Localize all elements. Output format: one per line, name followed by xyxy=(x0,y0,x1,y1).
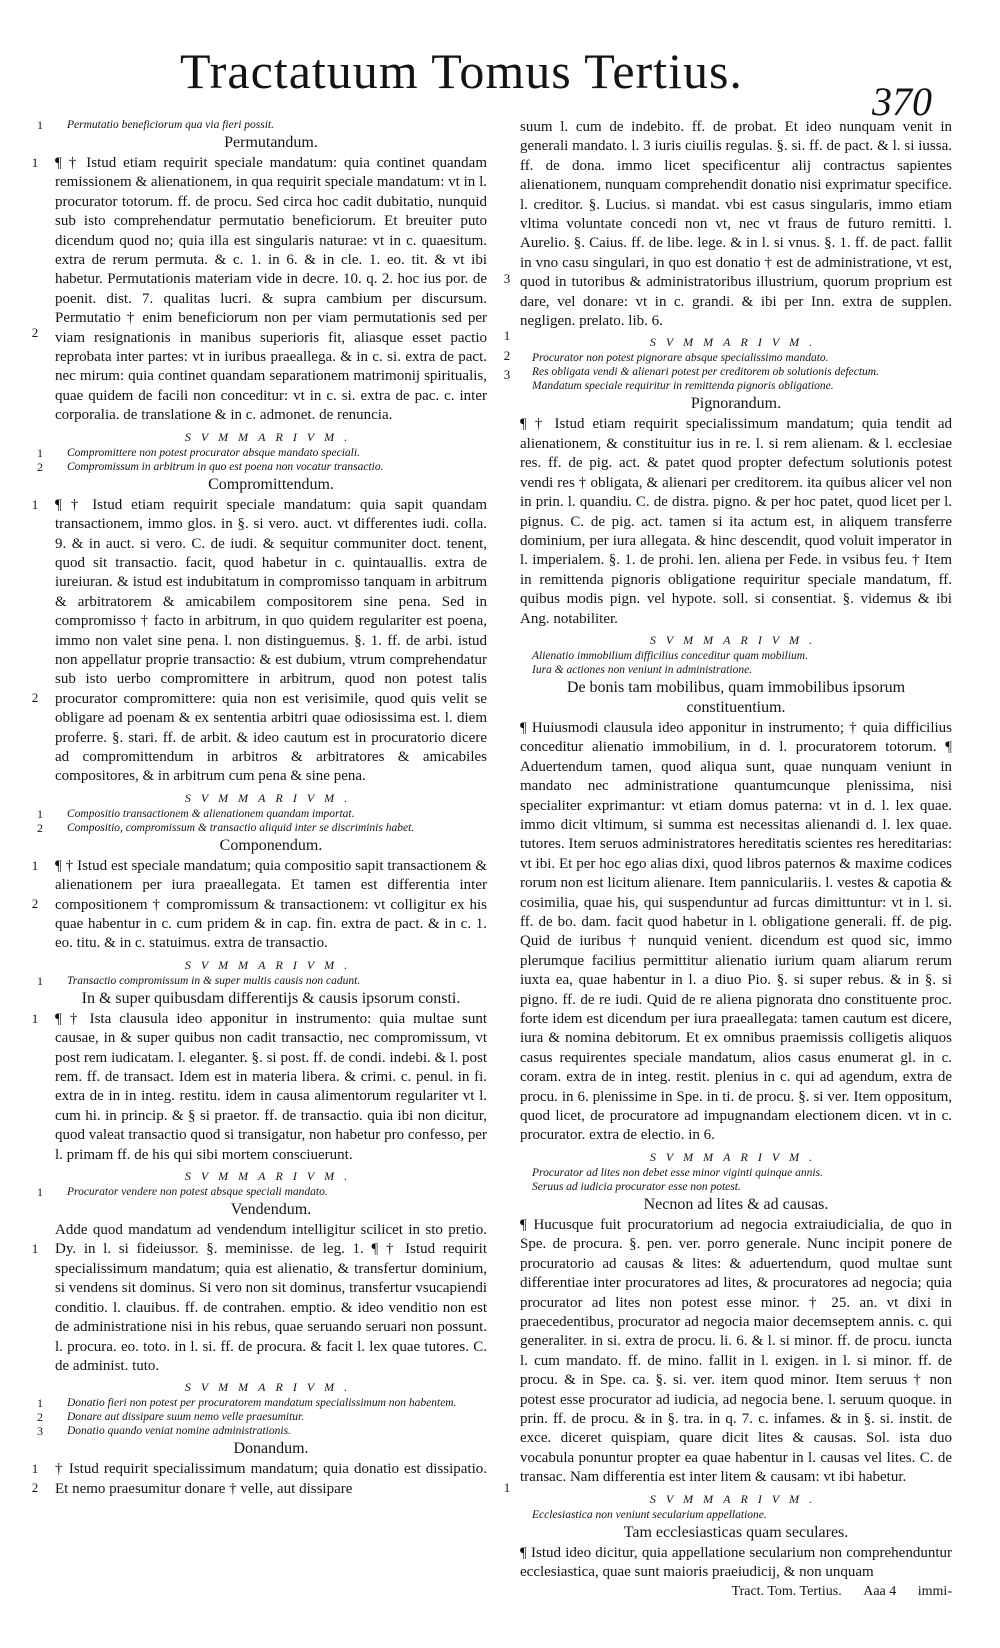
paragraph-vendendum: Adde quod mandatum ad vendendum intelligitur scilicet in sto pretio. Dy. in l. si fideiussor. §. meminisse. de leg. 1. ¶ † Istud requirit specialissimum mandatum; quia est alienatio, & transfertur dominium, si vendens sit dominus. Si vero non sit dominus, transfertur vsucapiendi conditio. l. clauibus. ff. de contrahen. emptio. & ideo venditio non est de administratione nisi in his rebus, quae seruando seruari non possunt. l. procura. eo. toto. in l. si. ff. de procura. & facit l. lex quae tutores. C. de administ. tuto. xyxy=(55,1222,487,1374)
section-heading-compromittendum: Compromittendum. xyxy=(208,475,334,493)
summarium-title: SVMMARIVM. xyxy=(649,1491,823,1506)
left-column: 1 Permutatio beneficiorum qua via fieri possit. Permutandum. 1 2 3 1 2 3 ¶ † Istud etiam requirit speciale mandatum: quia continet quandam remissionem & alienationem, in qua requirit speciale mandatum: vt in l. procurator totorum. ff. de procu. Sed circa hoc cadit dubitatio, nunquid sub isto comprehendatur permutatio beneficiorum. Et breuiter puto dicendum quod no; quia illa est singularis naturae: vt in c. quaesitum. extra de rerum permuta. & c. 1. in 6. & in cle. 1. eo. tit. & vt ibi habetur. Permutationis materiam vide in decre. 10. q. 2. hoc ius por. de poenit. dist. 7. qualitas lucri. & supra cambium per discursum. Permutatio † enim beneficiorum non per viam permutationis sed per viam resignationis in manibus superioris fit, aliasque esset pactio reprobata inter partes: vt in iuribus praeallega. & in c. si. extra de pact. nec mirum: quia continet quandam separationem matrimonij spiritualis, quae quidem de facili non conceditur: vt in c. si. extra de pac. c. inter corporalia. de translatione & in c. admonet. de renuncia. SVMMARIVM. 1 Compromittere non potest procurator absque mandato speciali. 2 Compromissum in arbitrum in quo est poena non vocatur transactio. Compromittendum. 1 2 ¶ † Istud etiam requirit speciale mandatum: quia sapit quandam transactionem, immo glos. in §. si vero. auct. vt differentes iudi. colla. 9. & in auct. si vero. C. de iudi. & sequitur communiter doct. tenent, quod sit transactio. facit, quod habetur in c. quintauallis. extra de iureiuran. & istud est indubitatum in compromisso tanquam in arbitrum & arbitratorem & amicabilem compositorem sine pena. Sed in compromisso † facto in arbitrum, in quo quidem regulariter est poena, immo non valet sine pena. l. non distinguemus. §. 1. ff. de arbi. istud non appellatur proprie transactio: & est dubium, vtrum comprehendatur sub isto uerbo compromittere in arbitrum, quod non potest talis procurator compromittere: quia non est verisimile, quod quis velit se obligare ad poenam & ex sententia arbitri quae odiosissima est. l. diem proferre. §. stari. ff. de arbit. & ideo cautum est in procuratorio dicere ad compromittendum in arbitros & arbitratores & amicabiles compositores, & in arbitrum cum pena & sine pena. SVMMARIVM. 1 Compositio transactionem & alienationem quandam importat. 2 Compositio, compromissum & transactio aliquid inter se discriminis habet. Componendum. 1 2 ¶ † Istud est speciale mandatum; quia compositio sapit transactionem & alienationem per iura praeallegata. Et tamen est differentia inter compositionem † compromissum & transactionem: vt colligitur ex his quae habentur in c. cum pridem & in cap. fin. extra de pact. & in c. 1. eo. titu. & in c. statuimus. extra de transactio. SVMMARIVM. 1 Transactio compromissum in & super multis causis non cadunt. In & super quibusdam differentijs & causis ipsorum consti. 1 ¶ † Ista clausula ideo apponitur in instrumento: quia multae sunt causae, in & super quibus non cadit transactio, nec compromissum, vt post rem iudicatam. l. eleganter. §. si post. ff. de condi. indebi. & l. post rem. ff. de transact. Idem est in materia libera. & crimi. c. penul. in fi. extra de in in integ. restitu. idem in causa alimentorum regulariter vt l. cum hi. in princip. & § si praetor. ff. de transactio. quia ibi non dicitur, quod valeat transactio quod si transigatur, non habetur pro confesso, per l. primam ff. de his qui sibi mortem consciuerunt. SVMMARIVM. 1 Procurator vendere non potest absque speciali mandato. Vendendum. 1 Adde quod mandatum ad vendendum intelligitur scilicet in sto pretio. Dy. in l. si fideiussor. §. meminisse. de leg. 1. ¶ † Istud requirit specialissimum mandatum; quia est alienatio, & transfertur dominium, si vendens sit dominus. Si vero non sit dominus, transfertur vsucapiendi conditio. l. clauibus. ff. de contrahen. emptio. & ideo venditio non est de administratione nisi in his rebus, quae seruando seruari non possunt. l. procura. eo. toto. in l. si. ff. de procura. & facit l. lex quae tutores. C. de administ. tuto. SVMMARIVM. 1 Donatio fieri non potest per procuratorem mandatum specialissimum non habentem. 2 Donare aut dissipare suum nemo velle praesumitur. 3 Donatio quando veniat nomine administrationis. Donandum. 1 2 1 † Istud requirit specialissimum mandatum; quia donatio est dissipatio. Et nemo praesumitur donare † velle, aut dissipare xyxy=(55,118,487,1499)
section-heading-de-bonis: De bonis tam mobilibus, quam immobilibus ipsorum constituentium. xyxy=(566,678,906,716)
summarium-list-pignorandum xyxy=(520,351,952,393)
summarium-title: SVMMARIVM. xyxy=(649,1149,823,1164)
summarium-title: SVMMARIVM. xyxy=(184,429,358,444)
summary-item: 1 Donatio fieri non potest per procuratorem mandatum specialissimum non habentem. xyxy=(37,1396,457,1411)
footer-catchword: immi- xyxy=(917,1584,952,1600)
summarium-title: SVMMARIVM. xyxy=(184,790,358,805)
summarium-list-de-bonis xyxy=(520,649,952,677)
summary-item: Ecclesiastica non veniunt secularium appellatione. xyxy=(532,1508,767,1521)
summarium-list-vendendum xyxy=(37,1185,487,1200)
summary-item: Procurator non potest pignorare absque specialissimo mandato. xyxy=(532,352,829,365)
paragraph-donandum-continued: suum l. cum de indebito. ff. de probat. Et ideo nunquam venit in generali mandato. l. 3 iuris ciuilis regulas. §. si. ff. de pact. & l. si iussa. ff. de dona. immo licet specificentur alij contractus sapientes alienationem, nunquam comprehendit donatio nisi exprimatur specifice. l. creditor. §. Lucius. si mandat. vbi est casus singularis, immo etiam vltima voluntate concedi non vt, nec vt fraus de futuro remitti. l. Aurelio. §. Caius. ff. de libe. lege. & in l. si vnus. §. 1. ff. de pact. fallit in vno casu singulari, in quo est donatio † est de administratione, vt est, quod in tutoribus & administratoribus illustrium, quorum proprium est dare, vel donare: vt in c. grandi. & ibi per Inn. extra de supplen. negligen. prelato. lib. 6. xyxy=(520,119,952,330)
summary-item: Alienatio immobilium difficilius conceditur quam mobilium. xyxy=(532,649,808,662)
section-heading-componendum: Componendum. xyxy=(219,836,323,854)
summary-item: Mandatum speciale requiritur in remittenda pignoris obligatione. xyxy=(532,380,834,393)
running-head-title: Tractatuum Tomus Tertius. xyxy=(180,43,743,99)
page-footer xyxy=(520,1583,952,1601)
paragraph-donandum: † Istud requirit specialissimum mandatum; quia donatio est dissipatio. Et nemo praesumitur donare † velle, aut dissipare xyxy=(55,1461,487,1497)
paragraph-de-bonis: ¶ Huiusmodi clausula ideo apponitur in instrumento; † quia difficilius conceditur alienatio immobilium, in d. l. procuratorem totorum. ¶ Aduertendum tamen, quod aliqua sunt, quae nunquam veniunt in mandato nec administratione quantumcunque plenissima, nisi specialiter exprimantur: vt etiam domus paterna: vt in d. l. lex quae. immo dicit vltimum, si summa est necessitas alienandi d. l. lex quae. tutores. Item seruos administratores hereditatis scientes res hereditarias: vt ibi. Et per hoc ego alias dixi, quod libros paternos & maxime codices rorum non est licitum alienare. Item panniculariis. l. vestes & capotia & cosimilia, quae his, qui suspenduntur ad furcas dimittuntur: vt in l. si. ff. de bo. dam. facit quod habetur in l. obligatione generali. ff. de pig. Quid de iuribus † nunquid venient. dicendum est quod sic, immo plerumque facilius permittitur alienatio iurium quam aliarum rerum iuxta ea, quae habentur in l. a diuo Pio. §. si super rebus. & in §. si pigno. ff. de re iudi. Quid de re aliena pignorata dno constituente proc. forte idem est dicendum per iura praeallegata: tamen cautum est dicere, iura & nomina debitorum. Et ex omnibus praemissis colligetis aliquos casus requirentes speciale mandatum, alios casus enumerat gl. in c. coram. extra de in integ. restit. plenius in c. qui ad agendum, extra de procu. in 6. plenissime in Spe. in ti. de procu. §. si ver. Item oppositum, quod licet, de procuratore ad impugnandam electionem dicen. vt in c. procurator. extra de electio. in 6. xyxy=(520,719,952,1144)
summary-item: 3 Donatio quando veniat nomine administrationis. xyxy=(37,1424,291,1439)
paragraph-componendum: ¶ † Istud est speciale mandatum; quia compositio sapit transactionem & alienationem per iura praeallegata. Et tamen est differentia inter compositionem † compromissum & transactionem: vt colligitur ex his quae habentur in c. cum pridem & in cap. fin. extra de pact. & in c. 1. eo. titu. & in c. statuimus. extra de transactio. xyxy=(55,857,487,952)
footer-signature-mark: Aaa 4 xyxy=(863,1584,897,1600)
summarium-list-ecclesiasticas xyxy=(520,1508,952,1522)
paragraph-compromittendum: ¶ † Istud etiam requirit speciale mandatum: quia sapit quandam transactionem, immo glos. in §. si vero. auct. vt differentes iudi. colla. 9. & in auct. si vero. C. de iudi. & sequitur communiter doct. tenent, quod sit transactio. facit, quod habetur in c. quintauallis. extra de iureiuran. & istud est indubitatum in compromisso tanquam in arbitrum & arbitratorem & amicabilem compositorem sine pena. Sed in compromisso † facto in arbitrum, in quo quidem regulariter est poena, immo non valet sine pena. l. non distinguemus. §. 1. ff. de arbi. istud non appellatur proprie transactio: & est dubium, vtrum comprehendatur sub isto uerbo compromittere in arbitrum, quod non potest talis procurator compromittere: quia non est verisimile, quod quis velit se obligare ad poenam & ex sententia arbitri quae odiosissima est. l. diem proferre. §. stari. ff. de arbit. & ideo cautum est in procuratorio dicere ad compromittendum in arbitros & arbitratores & amicabiles compositores, & in arbitrum cum pena & sine pena. xyxy=(55,496,487,785)
section-heading-in-super: In & super quibusdam differentijs & causis ipsorum consti. xyxy=(81,989,461,1007)
section-heading-pignorandum: Pignorandum. xyxy=(690,395,782,413)
section-heading-ecclesiasticas: Tam ecclesiasticas quam seculares. xyxy=(623,1523,849,1541)
summarium-title: SVMMARIVM. xyxy=(184,1169,358,1184)
summary-item: 1 Compromittere non potest procurator absque mandato speciali. xyxy=(37,445,360,460)
paragraph-in-super: ¶ † Ista clausula ideo apponitur in instrumento: quia multae sunt causae, in & super quibus non cadit transactio, nec compromissum, vt post rem iudicatam. l. eleganter. §. si post. ff. de condi. indebi. & l. post rem. ff. de transact. Idem est in materia libera. & crimi. c. penul. in fi. extra de in in integ. restitu. idem in causa alimentorum regulariter vt l. cum hi. in princip. & § si praetor. ff. de transactio. quia ibi non dicitur, quod valeat transactio quod si transigatur, non habetur pro confesso, per l. primam ff. de his qui sibi mortem consciuerunt. xyxy=(55,1010,487,1163)
summary-item: Iura & actiones non veniunt in administratione. xyxy=(532,663,753,676)
summary-item: 2 Compositio, compromissum & transactio aliquid inter se discriminis habet. xyxy=(37,820,415,835)
top-summary-line: 1 Permutatio beneficiorum qua via fieri possit. xyxy=(37,118,274,132)
summary-item: Procurator ad lites non debet esse minor viginti quinque annis. xyxy=(532,1166,823,1179)
section-heading-permutandum: Permutandum. xyxy=(224,134,318,151)
summarium-title: SVMMARIVM. xyxy=(184,1380,358,1395)
section-heading-vendendum: Vendendum. xyxy=(230,1201,312,1219)
paragraph-ad-lites: ¶ Hucusque fuit procuratorium ad negocia extraiudicialia, de quo in Spe. de procura. §. pen. ver. porro generale. Nunc incipit ponere de procuratorio ad causas & lites: & aduertendum, quod multae sunt differentiae inter procuratores ad lites, & procuratores ad negocia; quia procurator ad lites non potest esse minor. † 25. an. vt dixi in praecedentibus, procurator ad negocia maior decemseptem annis. c. qui generaliter. in si. extra de procu. li. 6. & l. si minor. ff. de procu. iuncta l. cum mandato. ff. de mino. fallit in l. exigen. in l. si minor. ff. de procu. & in Spe. ca. §. si. ver. item quod minor. Item seruus † non potest esse procurator ad iudicia, ad negocia bene. l. seruum quoque. in prin. ff. de procu. & in §. tra. in q. 7. c. infames. & in §. si. instit. de exce. diceret quispiam, quare dicit lites & causas. Sol. ista duo vocabula ponuntur propter ea quae habentur in l. causas vel lites. C. de transac. Nam differentia est inter litem & causam: vt ibi habetur. xyxy=(520,1216,952,1486)
summary-item: 1 Compositio transactionem & alienationem quandam importat. xyxy=(37,806,355,821)
summarium-title: SVMMARIVM. xyxy=(649,632,823,647)
summarium-list-compromittendum xyxy=(37,445,487,474)
footer-running-title: Tract. Tom. Tertius. xyxy=(731,1584,842,1600)
paragraph-ecclesiasticas: ¶ Istud ideo dicitur, quia appellatione secularium non comprehenduntur ecclesiastica, quae sunt maioris praeiudicij, & non unquam xyxy=(520,1544,952,1580)
paragraph-pignorandum: ¶ † Istud etiam requirit specialissimum mandatum; quia tendit ad alienationem, & constituitur ius in re. l. si rem alienam. & l. ecclesiae res. ff. de pig. act. & patet quod propter defectum solutionis potest vendi res † obligata, & alienari per creditorem. ita quibus alicer vel non in prin. l. quandiu. C. de distra. pigno. & per hoc patet, quod licet per l. pignus. C. de pig. act. tamen si ita actum est, in aliquem transferre dominium, per iura allegata. & hinc descendit, quod voluit imperator in l. imperialem. §. 1. de prohi. len. aliena per Fede. in vsibus feu. † Item in remittenda pignoris obligatione requiritur speciale mandatum, ff. quibus modis pign. vel hypote. soll. si consentiat. §. videmus & ibi Ang. notabiliter. xyxy=(520,416,952,627)
summary-item: Seruus ad iudicia procurator esse non potest. xyxy=(532,1180,741,1193)
section-heading-ad-lites: Necnon ad lites & ad causas. xyxy=(643,1195,829,1213)
summary-item: Res obligata vendi & alienari potest per creditorem ob solutionis defectum. xyxy=(532,366,879,379)
summarium-title: SVMMARIVM. xyxy=(649,335,823,350)
summary-item: 1 Transactio compromissum in & super multis causis non cadunt. xyxy=(37,973,361,988)
summary-item: 2 Compromissum in arbitrum in quo est poena non vocatur transactio. xyxy=(37,459,384,474)
summarium-list-donandum xyxy=(37,1396,487,1439)
page-number: 370 xyxy=(872,79,932,124)
right-column xyxy=(520,118,952,1601)
summary-item: 2 Donare aut dissipare suum nemo velle praesumitur. xyxy=(37,1410,305,1425)
section-heading-donandum: Donandum. xyxy=(233,1440,309,1458)
summarium-list-componendum xyxy=(37,806,487,835)
paragraph-permutandum: ¶ † Istud etiam requirit speciale mandatum: quia continet quandam remissionem & alienationem, in qua requirit speciale mandatum: vt in l. procurator totorum. ff. de procu. Sed circa hoc cadit dubitatio, nunquid sub isto comprehendatur permutatio beneficiorum. Et breuiter puto dicendum quod no; quia illa est singularis naturae: vt in c. quaesitum. extra de rerum permuta. & c. 1. in 6. & in cle. 1. eo. tit. & vt ibi habetur. Permutationis materiam vide in decre. 10. q. 2. hoc ius por. de poenit. dist. 7. qualitas lucri. & supra cambium per discursum. Permutatio † enim beneficiorum non per viam permutationis sed per viam resignationis in manibus superioris fit, aliasque esset pactio reprobata inter partes: vt in iuribus praeallega. & in c. si. extra de pact. nec mirum: quia continet quandam separationem matrimonij spiritualis, quae quidem de facili non conceditur: vt in c. si. extra de pac. c. inter corporalia. de translatione & in c. admonet. de renuncia. xyxy=(55,155,487,424)
summarium-list-in-super xyxy=(37,973,487,988)
summarium-title: SVMMARIVM. xyxy=(184,957,358,972)
summary-item: 1 Procurator vendere non potest absque speciali mandato. xyxy=(37,1185,328,1200)
summarium-list-ad-lites xyxy=(520,1166,952,1194)
